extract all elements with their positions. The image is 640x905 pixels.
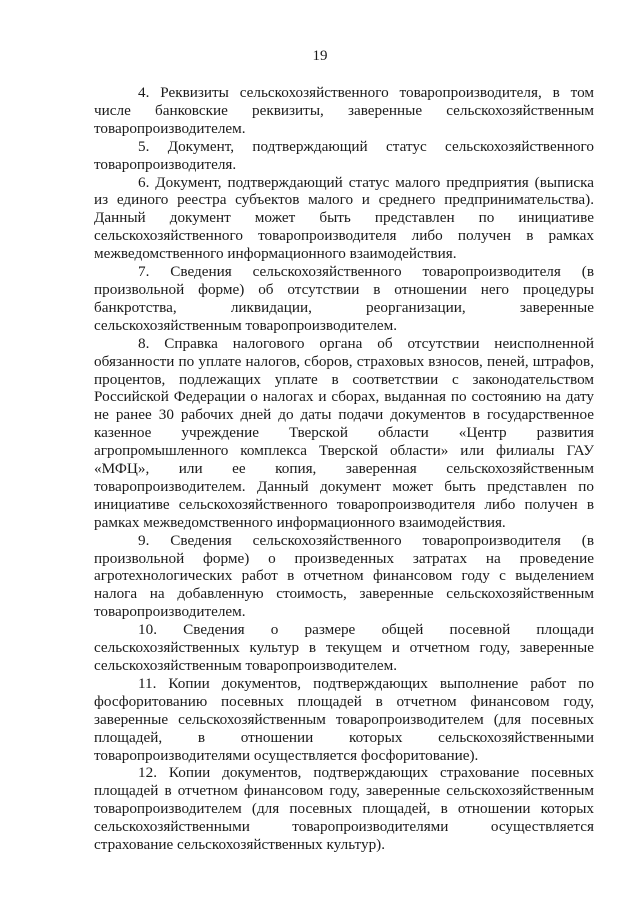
item-7-bankruptcy-info: 7. Сведения сельскохозяйственного товаропроизводителя (в произвольной форме) об отсутствии в отношении него процедуры банкротства, ликвидации, реорганизации, заверенные сельскохозяйственным товаропроизводителем. [94, 263, 594, 334]
item-8-tax-certificate: 8. Справка налогового органа об отсутствии неисполненной обязанности по уплате налогов, сборов, страховых взносов, пеней, штрафов, процентов, подлежащих уплате в соответствии с законодательством Российской Федерации о налогах и сборах, выданная по состоянию на дату не ранее 30 рабочих дней до даты подачи документов в государственное казенное учреждение Тверской области «Центр развития агропромышленного комплекса Тверской области» или филиалы ГАУ «МФЦ», или ее копия, заверенная сельскохозяйственным товаропроизводителем. Данный документ может быть представлен по инициативе сельскохозяйственного товаропроизводителя либо получен в рамках межведомственного информационного взаимодействия. [94, 334, 594, 531]
item-6-small-business-document: 6. Документ, подтверждающий статус малого предприятия (выписка из единого реестра субъектов малого и среднего предпринимательства). Данный документ может быть представлен по инициативе сельскохозяйственного товаропроизводителя либо получен в рамках межведомственного информационного взаимодействия. [94, 173, 594, 263]
item-12-insurance-docs: 12. Копии документов, подтверждающих страхование посевных площадей в отчетном финансовом году, заверенные сельскохозяйственным товаропроизводителем (для посевных площадей, в отношении которых сельскохозяйственными товаропроизводителями осуществляется страхование сельскохозяйственных культур). [94, 764, 594, 854]
item-9-expenses-info: 9. Сведения сельскохозяйственного товаропроизводителя (в произвольной форме) о произведенных затратах на проведение агротехнологических работ в отчетном финансовом году с выделением налога на добавленную стоимость, заверенные сельскохозяйственным товаропроизводителем. [94, 531, 594, 621]
page-number: 19 [312, 48, 328, 64]
item-11-phosphoritization-docs: 11. Копии документов, подтверждающих выполнение работ по фосфоритованию посевных площадей в отчетном финансовом году, заверенные сельскохозяйственным товаропроизводителем (для посевных площадей, в отношении которых сельскохозяйственными товаропроизводителями осуществляется фосфоритование). [94, 674, 594, 764]
item-10-sown-area-info: 10. Сведения о размере общей посевной площади сельскохозяйственных культур в текущем и отчетном году, заверенные сельскохозяйственным товаропроизводителем. [94, 621, 594, 674]
document-body [94, 84, 594, 854]
item-4-bank-details: 4. Реквизиты сельскохозяйственного товаропроизводителя, в том числе банковские реквизиты, заверенные сельскохозяйственным товаропроизводителем. [94, 84, 594, 137]
item-5-status-document: 5. Документ, подтверждающий статус сельскохозяйственного товаропроизводителя. [94, 137, 594, 173]
